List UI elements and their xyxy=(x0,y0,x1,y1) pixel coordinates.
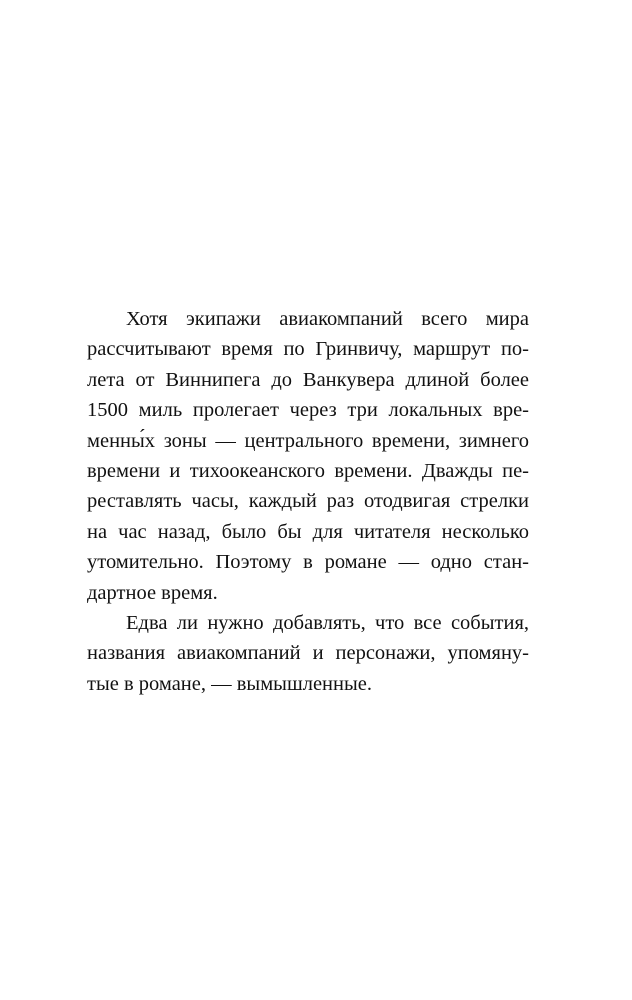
text-line: 1500 миль пролегает через три локальных вре- xyxy=(87,399,529,422)
text-line: рассчитывают время по Гринвичу, маршрут по- xyxy=(87,338,529,361)
text-line: на час назад, было бы для читателя несколько xyxy=(87,520,529,543)
paragraph-time-zones xyxy=(87,304,529,608)
text-line: тые в романе, — вымышленные. xyxy=(87,672,372,695)
text-line: Едва ли нужно добавлять, что все события, xyxy=(126,611,529,634)
note-text xyxy=(87,304,529,699)
text-line: названия авиакомпаний и персонажи, упомяну- xyxy=(87,642,529,665)
paragraph-disclaimer xyxy=(87,608,529,699)
text-line: дартное время. xyxy=(87,581,218,604)
text-line: утомительно. Поэтому в романе — одно стан- xyxy=(87,551,529,574)
text-line: времени и тихоокеанского времени. Дважды пе- xyxy=(87,459,529,482)
text-line: менны́х зоны — центрального времени, зимнего xyxy=(87,429,529,452)
text-line: лета от Виннипега до Ванкувера длиной более xyxy=(87,368,529,391)
text-line: реставлять часы, каждый раз отодвигая стрелки xyxy=(87,490,529,513)
text-line: Хотя экипажи авиакомпаний всего мира xyxy=(126,308,529,330)
